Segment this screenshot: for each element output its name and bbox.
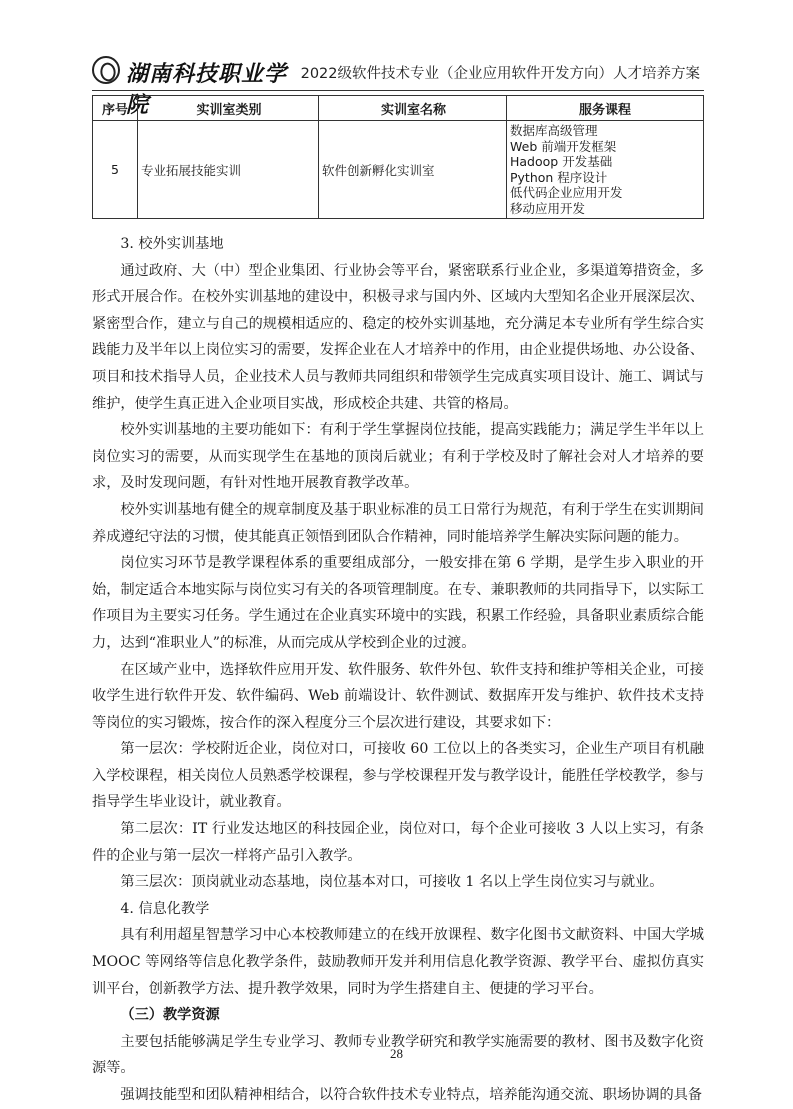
paragraph: 通过政府、大（中）型企业集团、行业协会等平台，紧密联系行业企业，多渠道筹措资金，多形式开展合作。在校外实训基地的建设中，积极寻求与国内外、区域内大型知名企业开展深层次、紧密型合作，建立与自己的规模相适应的、稳定的校外实训基地，充分满足本专业所有学生综合实践能力及半年以上岗位实习的需要，发挥企业在人才培养中的作用，由企业提供场地、办公设备、项目和技术指导人员，企业技术人员与教师共同组织和带领学生完成真实项目设计、施工、调试与维护，使学生真正进入企业项目实战，形成校企共建、共管的格局。: [92, 262, 704, 412]
column-header-courses: 服务课程: [507, 96, 704, 121]
paragraph: 校外实训基地有健全的规章制度及基于职业标准的员工日常行为规范，有利于学生在实训期间养成遵纪守法的习惯，使其能真正领悟到团队合作精神，同时能培养学生解决实际问题的能力。: [92, 501, 704, 545]
paragraph: 具有利用超星智慧学习中心本校教师建立的在线开放课程、数字化图书文献资料、中国大学城 MOOC 等网络等信息化教学条件，鼓励教师开发并利用信息化教学资源、教学平台、虚拟仿真实训平台，创新教学方法、提升教学效果，同时为学生搭建自主、便捷的学习平台。: [92, 927, 704, 997]
paragraph: 在区域产业中，选择软件应用开发、软件服务、软件外包、软件支持和维护等相关企业，可接收学生进行软件开发、软件编码、Web 前端设计、软件测试、数据库开发与维护、软件技术支持等岗位的实习锻炼，按合作的深入程度分三个层次进行建设，其要求如下：: [92, 661, 704, 731]
paragraph: 校外实训基地的主要功能如下：有利于学生掌握岗位技能，提高实践能力；满足学生半年以上岗位实习的需要，从而实现学生在基地的顶岗后就业；有利于学校及时了解社会对人才培养的要求，及时发现问题，有针对性地开展教育教学改革。: [92, 422, 704, 492]
course-item: 数据库高级管理: [510, 123, 598, 138]
cell-name: 软件创新孵化实训室: [319, 121, 507, 219]
cell-courses: [507, 121, 704, 219]
page-number: 28: [390, 1046, 403, 1061]
school-logo-text: 湖南科技职业学院: [126, 61, 288, 118]
body-text: [92, 231, 704, 1109]
course-item: Hadoop 开发基础: [510, 154, 613, 169]
paragraph: 第一层次：学校附近企业，岗位对口，可接收 60 工位以上的各类实习，企业生产项目有机融入学校课程，相关岗位人员熟悉学校课程，参与学校课程开发与教学设计，能胜任学校教学，参与指导学生毕业设计，就业教育。: [92, 741, 704, 811]
section-heading-teaching-resources: （三）教学资源: [120, 1007, 220, 1024]
course-item: 低代码企业应用开发: [510, 185, 623, 200]
paragraph: 第二层次：IT 行业发达地区的科技园企业，岗位对口，每个企业可接收 3 人以上实习，有条件的企业与第一层次一样将产品引入教学。: [92, 821, 704, 864]
column-header-no: 序号: [93, 96, 138, 121]
course-item: 移动应用开发: [510, 200, 586, 216]
school-emblem-icon: [92, 56, 120, 84]
course-item: Web 前端开发框架: [510, 138, 617, 154]
paragraph: 主要包括能够满足学生专业学习、教师专业教学研究和教学实施需要的教材、图书及数字化资源等。: [92, 1033, 704, 1077]
table-row: [93, 121, 704, 219]
paragraph: 强调技能型和团队精神相结合，以符合软件技术专业特点，培养能沟通交流、职场协调的具备: [120, 1087, 703, 1103]
document-title: 2022级软件技术专业（企业应用软件开发方向）人才培养方案: [300, 66, 700, 82]
course-item: Python 程序设计: [510, 169, 608, 185]
table-header-row: [93, 96, 704, 121]
paragraph: 岗位实习环节是教学课程体系的重要组成部分，一般安排在第 6 学期，是学生步入职业的开始，制定适合本地实际与岗位实习有关的各项管理制度。在专、兼职教师的共同指导下，以实际工作项目为主要实习任务。学生通过在企业真实环境中的实践，积累工作经验，具备职业素质综合能力，达到“准职业人”的标准，从而完成从学校到企业的过渡。: [92, 555, 704, 651]
column-header-name: 实训室名称: [319, 96, 507, 121]
cell-type: 专业拓展技能实训: [138, 121, 319, 219]
subheading-offcampus-base: 3. 校外实训基地: [120, 236, 224, 252]
subheading-it-teaching: 4. 信息化教学: [120, 900, 210, 917]
training-room-table: [92, 95, 704, 219]
paragraph: 第三层次：顶岗就业动态基地，岗位基本对口，可接收 1 名以上学生岗位实习与就业。: [120, 874, 664, 891]
cell-no: 5: [93, 121, 138, 219]
column-header-type: 实训室类别: [138, 96, 319, 121]
